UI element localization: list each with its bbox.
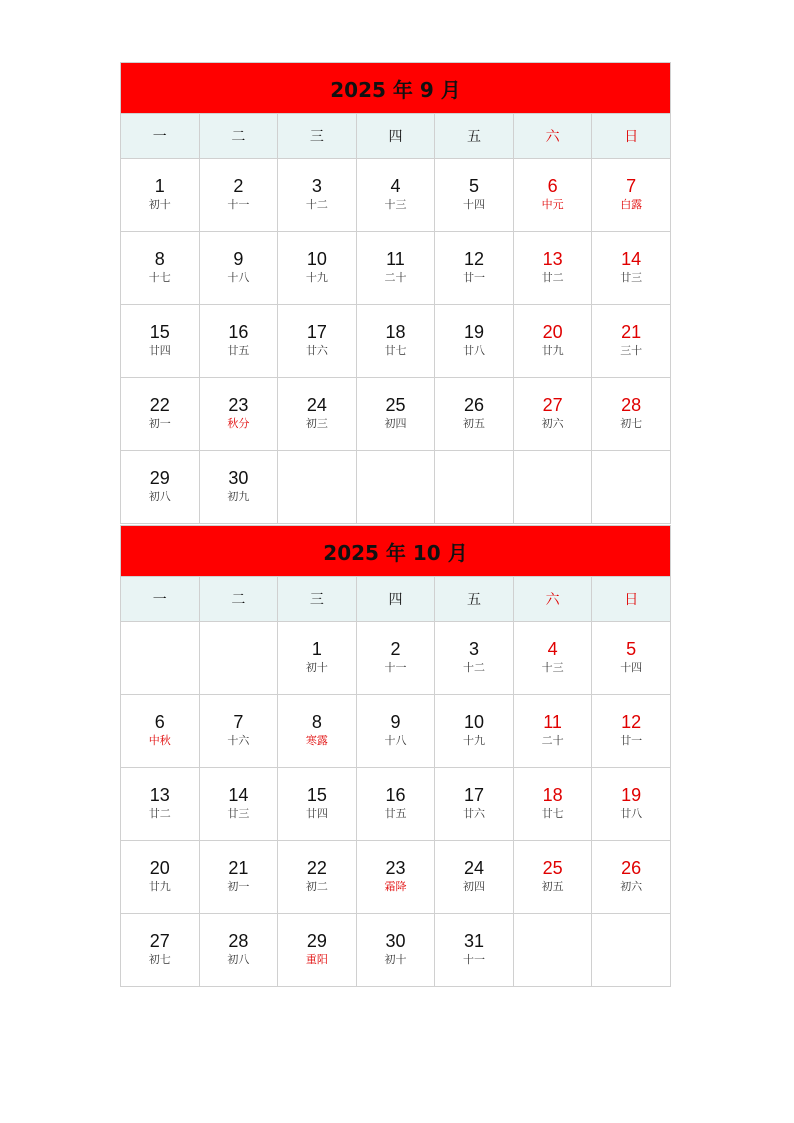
day-cell — [278, 232, 357, 305]
title-year-char: 年 — [392, 77, 413, 102]
day-grid — [121, 622, 671, 987]
day-number: 10 — [464, 712, 485, 732]
lunar-date: 廿六 — [463, 807, 486, 820]
day-number: 18 — [385, 322, 406, 342]
lunar-date: 廿五 — [384, 807, 407, 820]
day-cell — [199, 695, 278, 768]
lunar-date: 十八 — [384, 734, 407, 747]
day-number: 1 — [154, 176, 165, 196]
day-number: 8 — [154, 249, 165, 269]
lunar-date: 十一 — [227, 198, 250, 211]
day-number: 19 — [464, 322, 485, 342]
lunar-date: 廿二 — [541, 271, 564, 284]
day-number: 6 — [547, 176, 558, 196]
lunar-date: 初十 — [305, 661, 328, 674]
day-cell — [356, 914, 435, 987]
day-cell — [513, 841, 592, 914]
day-number: 5 — [469, 176, 480, 196]
lunar-date: 十二 — [463, 661, 486, 674]
lunar-date: 廿四 — [305, 807, 328, 820]
title-month: 10 — [412, 540, 441, 565]
lunar-date: 十三 — [541, 661, 564, 674]
day-cell — [592, 841, 671, 914]
day-number: 24 — [464, 858, 485, 878]
lunar-date: 廿七 — [541, 807, 564, 820]
day-number: 7 — [233, 712, 244, 732]
festival-label: 中秋 — [148, 734, 171, 747]
festival-label: 秋分 — [227, 417, 250, 430]
lunar-date: 初七 — [148, 953, 171, 966]
day-number: 4 — [547, 639, 558, 659]
weekday-label: 二 — [199, 114, 278, 159]
week-row — [121, 378, 671, 451]
weekday-label: 日 — [592, 577, 671, 622]
lunar-date: 初一 — [148, 417, 171, 430]
lunar-date: 廿四 — [148, 344, 171, 357]
day-cell — [513, 305, 592, 378]
lunar-date: 十六 — [227, 734, 250, 747]
lunar-date: 廿八 — [463, 344, 486, 357]
day-cell — [435, 232, 514, 305]
lunar-date: 三十 — [620, 344, 643, 357]
empty-day-cell — [435, 451, 514, 524]
day-number: 19 — [621, 785, 642, 805]
day-number: 28 — [228, 931, 249, 951]
weekday-label: 三 — [278, 114, 357, 159]
lunar-date: 廿九 — [148, 880, 171, 893]
lunar-date: 十三 — [384, 198, 407, 211]
weekday-label: 六 — [513, 577, 592, 622]
weekday-label: 四 — [356, 577, 435, 622]
day-number: 22 — [306, 858, 327, 878]
weekday-label: 一 — [121, 577, 200, 622]
title-year: 2025 — [323, 540, 379, 565]
empty-day-cell — [592, 914, 671, 987]
day-number: 22 — [149, 395, 170, 415]
day-number: 8 — [311, 712, 322, 732]
day-number: 10 — [306, 249, 327, 269]
title-year-char: 年 — [385, 540, 406, 565]
weekday-label: 三 — [278, 577, 357, 622]
lunar-date: 十七 — [148, 271, 171, 284]
festival-label: 寒露 — [305, 734, 328, 747]
day-number: 15 — [306, 785, 327, 805]
empty-day-cell — [199, 622, 278, 695]
lunar-date: 初六 — [541, 417, 564, 430]
month-title — [121, 63, 671, 114]
day-cell — [278, 914, 357, 987]
day-cell — [356, 378, 435, 451]
week-row — [121, 914, 671, 987]
day-cell — [592, 232, 671, 305]
lunar-date: 廿八 — [620, 807, 643, 820]
day-cell — [199, 159, 278, 232]
day-number: 3 — [469, 639, 480, 659]
day-cell — [199, 232, 278, 305]
day-cell — [435, 914, 514, 987]
day-cell — [435, 841, 514, 914]
lunar-date: 初十 — [148, 198, 171, 211]
festival-label: 霜降 — [384, 880, 407, 893]
day-cell — [121, 378, 200, 451]
day-cell — [513, 232, 592, 305]
weekday-header — [121, 577, 671, 622]
lunar-date: 十九 — [305, 271, 328, 284]
day-cell — [356, 622, 435, 695]
lunar-date: 廿六 — [305, 344, 328, 357]
lunar-date: 廿一 — [620, 734, 643, 747]
day-number: 11 — [386, 249, 405, 269]
day-number: 17 — [306, 322, 327, 342]
day-cell — [278, 378, 357, 451]
day-cell — [513, 159, 592, 232]
week-row — [121, 232, 671, 305]
weekday-label: 二 — [199, 577, 278, 622]
day-number: 31 — [464, 931, 485, 951]
day-cell — [513, 378, 592, 451]
day-number: 24 — [306, 395, 327, 415]
day-number: 20 — [149, 858, 170, 878]
weekday-label: 六 — [513, 114, 592, 159]
day-number: 17 — [464, 785, 485, 805]
day-cell — [356, 768, 435, 841]
week-row — [121, 768, 671, 841]
festival-label: 白露 — [620, 198, 643, 211]
lunar-date: 初五 — [541, 880, 564, 893]
week-row — [121, 622, 671, 695]
day-cell — [121, 914, 200, 987]
empty-day-cell — [513, 451, 592, 524]
day-cell — [278, 305, 357, 378]
lunar-date: 初八 — [227, 953, 250, 966]
lunar-date: 初一 — [227, 880, 250, 893]
day-number: 21 — [621, 322, 642, 342]
day-cell — [199, 768, 278, 841]
lunar-date: 廿三 — [620, 271, 643, 284]
day-number: 30 — [228, 468, 249, 488]
day-number: 27 — [149, 931, 170, 951]
lunar-date: 廿九 — [541, 344, 564, 357]
day-number: 4 — [390, 176, 401, 196]
title-month-char: 月 — [447, 540, 468, 565]
day-cell — [278, 695, 357, 768]
week-row — [121, 305, 671, 378]
day-number: 13 — [149, 785, 170, 805]
day-number: 25 — [385, 395, 406, 415]
lunar-date: 十四 — [620, 661, 643, 674]
lunar-date: 廿五 — [227, 344, 250, 357]
festival-label: 中元 — [541, 198, 564, 211]
lunar-date: 十一 — [463, 953, 486, 966]
day-cell — [121, 695, 200, 768]
day-number: 15 — [149, 322, 170, 342]
day-number: 11 — [543, 712, 562, 732]
day-number: 6 — [154, 712, 165, 732]
month-title — [121, 526, 671, 577]
day-number: 30 — [385, 931, 406, 951]
day-number: 9 — [390, 712, 401, 732]
title-year: 2025 — [330, 77, 386, 102]
day-cell — [199, 451, 278, 524]
day-number: 2 — [233, 176, 244, 196]
week-row — [121, 159, 671, 232]
day-number: 23 — [385, 858, 406, 878]
lunar-date: 初九 — [227, 490, 250, 503]
day-number: 20 — [542, 322, 563, 342]
day-cell — [278, 159, 357, 232]
day-number: 27 — [542, 395, 563, 415]
day-grid — [121, 159, 671, 524]
day-cell — [435, 768, 514, 841]
title-month-char: 月 — [440, 77, 461, 102]
weekday-label: 一 — [121, 114, 200, 159]
lunar-date: 二十 — [541, 734, 564, 747]
week-row — [121, 695, 671, 768]
day-cell — [435, 305, 514, 378]
weekday-label: 五 — [435, 114, 514, 159]
day-number: 9 — [233, 249, 244, 269]
day-number: 5 — [626, 639, 637, 659]
day-cell — [592, 622, 671, 695]
day-cell — [121, 451, 200, 524]
day-number: 21 — [228, 858, 249, 878]
month-title-row — [121, 63, 671, 114]
lunar-date: 十一 — [384, 661, 407, 674]
lunar-date: 初八 — [148, 490, 171, 503]
lunar-date: 十八 — [227, 271, 250, 284]
day-cell — [121, 232, 200, 305]
day-number: 1 — [311, 639, 322, 659]
day-number: 13 — [542, 249, 563, 269]
day-cell — [592, 695, 671, 768]
day-number: 18 — [542, 785, 563, 805]
day-cell — [356, 305, 435, 378]
day-cell — [278, 768, 357, 841]
day-cell — [513, 622, 592, 695]
empty-day-cell — [592, 451, 671, 524]
lunar-date: 廿二 — [148, 807, 171, 820]
lunar-date: 廿三 — [227, 807, 250, 820]
day-cell — [592, 305, 671, 378]
day-cell — [356, 159, 435, 232]
weekday-label: 日 — [592, 114, 671, 159]
week-row — [121, 451, 671, 524]
month-title-row — [121, 526, 671, 577]
day-number: 16 — [385, 785, 406, 805]
day-number: 28 — [621, 395, 642, 415]
lunar-date: 初四 — [384, 417, 407, 430]
day-number: 23 — [228, 395, 249, 415]
day-cell — [356, 841, 435, 914]
day-number: 2 — [390, 639, 401, 659]
day-cell — [435, 695, 514, 768]
day-cell — [435, 378, 514, 451]
lunar-date: 十九 — [463, 734, 486, 747]
day-cell — [356, 695, 435, 768]
day-cell — [278, 622, 357, 695]
day-cell — [199, 305, 278, 378]
day-cell — [592, 159, 671, 232]
weekday-label: 四 — [356, 114, 435, 159]
weekday-header — [121, 114, 671, 159]
empty-day-cell — [513, 914, 592, 987]
day-cell — [121, 841, 200, 914]
week-row — [121, 841, 671, 914]
day-number: 25 — [542, 858, 563, 878]
lunar-date: 十四 — [463, 198, 486, 211]
day-number: 3 — [311, 176, 322, 196]
day-cell — [199, 914, 278, 987]
day-cell — [592, 768, 671, 841]
day-cell — [199, 841, 278, 914]
day-number: 29 — [306, 931, 327, 951]
empty-day-cell — [121, 622, 200, 695]
calendar-october — [120, 525, 671, 987]
day-number: 26 — [621, 858, 642, 878]
day-number: 29 — [149, 468, 170, 488]
calendar-september — [120, 62, 671, 524]
day-cell — [121, 768, 200, 841]
day-number: 12 — [621, 712, 642, 732]
day-cell — [513, 768, 592, 841]
empty-day-cell — [278, 451, 357, 524]
lunar-date: 初七 — [620, 417, 643, 430]
lunar-date: 初四 — [463, 880, 486, 893]
day-number: 14 — [228, 785, 249, 805]
festival-label: 重阳 — [305, 953, 328, 966]
day-cell — [513, 695, 592, 768]
day-cell — [121, 159, 200, 232]
day-cell — [435, 159, 514, 232]
weekday-label: 五 — [435, 577, 514, 622]
lunar-date: 二十 — [384, 271, 407, 284]
empty-day-cell — [356, 451, 435, 524]
lunar-date: 初二 — [305, 880, 328, 893]
day-cell — [356, 232, 435, 305]
lunar-date: 十二 — [305, 198, 328, 211]
lunar-date: 廿七 — [384, 344, 407, 357]
day-number: 7 — [626, 176, 637, 196]
lunar-date: 廿一 — [463, 271, 486, 284]
day-cell — [199, 378, 278, 451]
day-cell — [121, 305, 200, 378]
lunar-date: 初三 — [305, 417, 328, 430]
day-number: 14 — [621, 249, 642, 269]
day-number: 26 — [464, 395, 485, 415]
day-number: 12 — [464, 249, 485, 269]
lunar-date: 初五 — [463, 417, 486, 430]
day-cell — [278, 841, 357, 914]
day-number: 16 — [228, 322, 249, 342]
lunar-date: 初十 — [384, 953, 407, 966]
title-month: 9 — [419, 77, 434, 102]
lunar-date: 初六 — [620, 880, 643, 893]
day-cell — [435, 622, 514, 695]
day-cell — [592, 378, 671, 451]
